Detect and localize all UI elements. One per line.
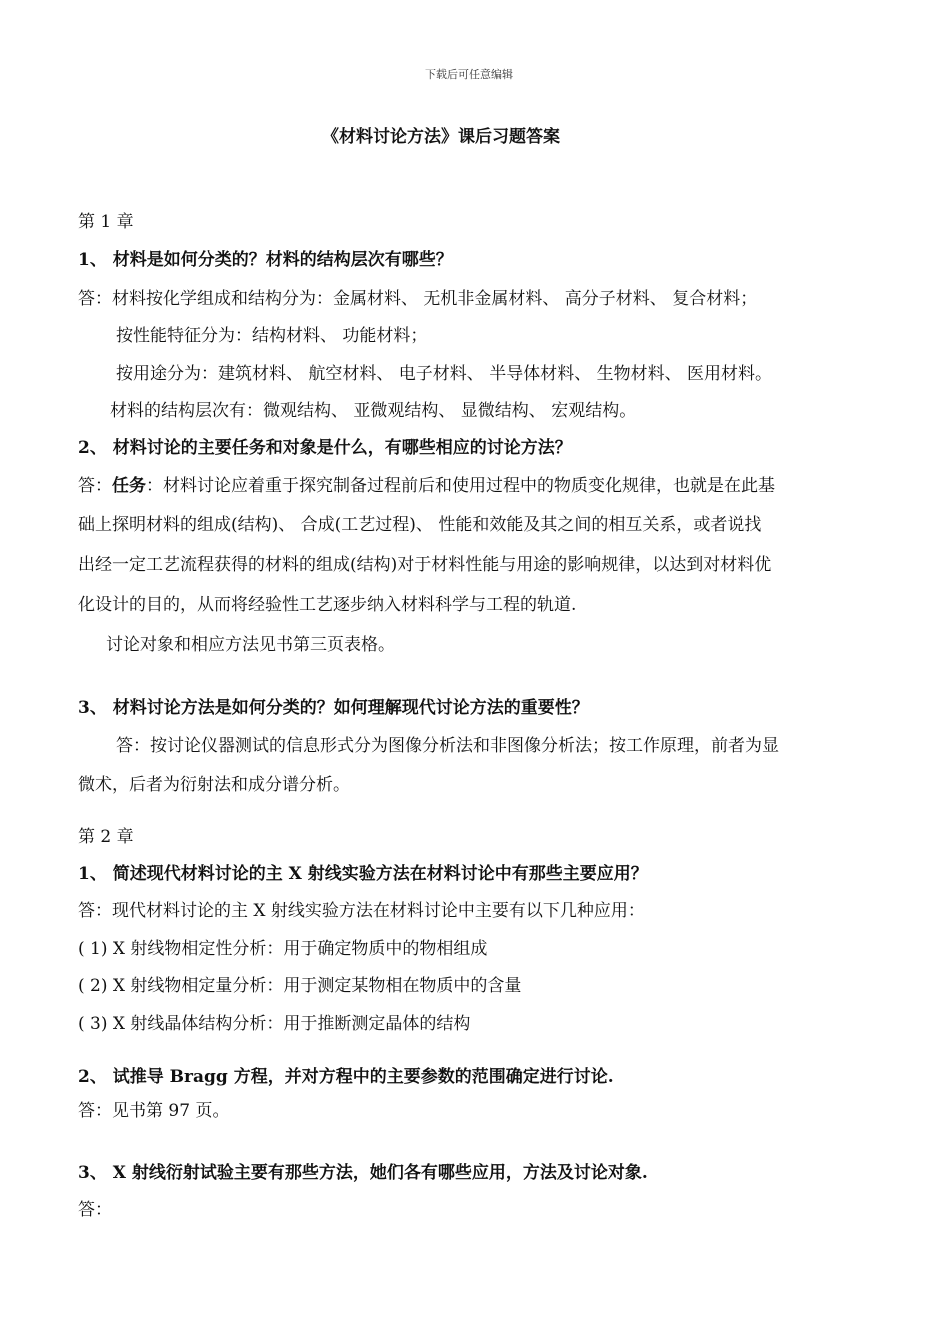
ch2-q1-answer-line-1: 答：现代材料讨论的主 X 射线实验方法在材料讨论中主要有以下几种应用： <box>78 901 645 921</box>
ch1-q2-answer-line-4: 化设计的目的，从而将经验性工艺逐步纳入材料科学与工程的轨道. <box>78 595 577 615</box>
ch2-q1-answer-line-2: ( 1) X 射线物相定性分析：用于确定物质中的物相组成 <box>78 939 488 959</box>
ch2-q1-answer-line-3: ( 2) X 射线物相定量分析：用于测定某物相在物质中的含量 <box>78 976 522 996</box>
answer-prefix: 答： <box>78 476 112 496</box>
ch1-q3-question: 3、 材料讨论方法是如何分类的？如何理解现代讨论方法的重要性？ <box>78 698 589 718</box>
ch2-q2-question: 2、 试推导 Bragg 方程，并对方程中的主要参数的范围确定进行讨论. <box>78 1067 614 1087</box>
ch1-q2-question: 2、 材料讨论的主要任务和对象是什么，有哪些相应的讨论方法？ <box>78 438 572 458</box>
chapter-2-heading: 第 2 章 <box>78 827 134 847</box>
ch1-q2-answer-line-1 <box>78 475 775 497</box>
ch1-q1-answer-line-3: 按用途分为：建筑材料、 航空材料、 电子材料、 半导体材料、 生物材料、 医用材料。 <box>116 364 773 384</box>
page-header: 下载后可任意编辑 <box>425 68 513 81</box>
chapter-1-heading: 第 1 章 <box>78 212 134 232</box>
ch1-q1-question: 1、 材料是如何分类的？材料的结构层次有哪些？ <box>78 250 453 270</box>
task-keyword: 任务 <box>112 476 146 496</box>
ch2-q3-answer-line-1: 答： <box>78 1200 112 1220</box>
ch1-q3-answer-line-1: 答：按讨论仪器测试的信息形式分为图像分析法和非图像分析法；按工作原理，前者为显 <box>116 736 779 756</box>
ch2-q3-question: 3、 X 射线衍射试验主要有那些方法，她们各有哪些应用，方法及讨论对象. <box>78 1163 648 1183</box>
ch1-q1-answer-line-2: 按性能特征分为：结构材料、 功能材料； <box>116 326 428 346</box>
ch1-q1-answer-line-4: 材料的结构层次有：微观结构、 亚微观结构、 显微结构、 宏观结构。 <box>110 401 637 421</box>
answer-text: ：材料讨论应着重于探究制备过程前后和使用过程中的物质变化规律，也就是在此基 <box>146 476 775 496</box>
ch2-q1-answer-line-4: ( 3) X 射线晶体结构分析：用于推断测定晶体的结构 <box>78 1014 471 1034</box>
document-title: 《材料讨论方法》课后习题答案 <box>322 127 560 147</box>
ch1-q2-answer-line-5: 讨论对象和相应方法见书第三页表格。 <box>106 635 395 655</box>
ch2-q1-question: 1、 简述现代材料讨论的主 X 射线实验方法在材料讨论中有那些主要应用？ <box>78 864 648 884</box>
ch1-q2-answer-line-2: 础上探明材料的组成(结构)、 合成(工艺过程)、 性能和效能及其之间的相互关系，或者说找 <box>78 515 762 535</box>
ch1-q1-answer-line-1: 答：材料按化学组成和结构分为：金属材料、 无机非金属材料、 高分子材料、 复合材料； <box>78 289 758 309</box>
ch1-q2-answer-line-3: 出经一定工艺流程获得的材料的组成(结构)对于材料性能与用途的影响规律，以达到对材料优 <box>78 555 772 575</box>
ch1-q3-answer-line-2: 微术，后者为衍射法和成分谱分析。 <box>78 775 350 795</box>
ch2-q2-answer-line-1: 答：见书第 97 页。 <box>78 1101 230 1121</box>
